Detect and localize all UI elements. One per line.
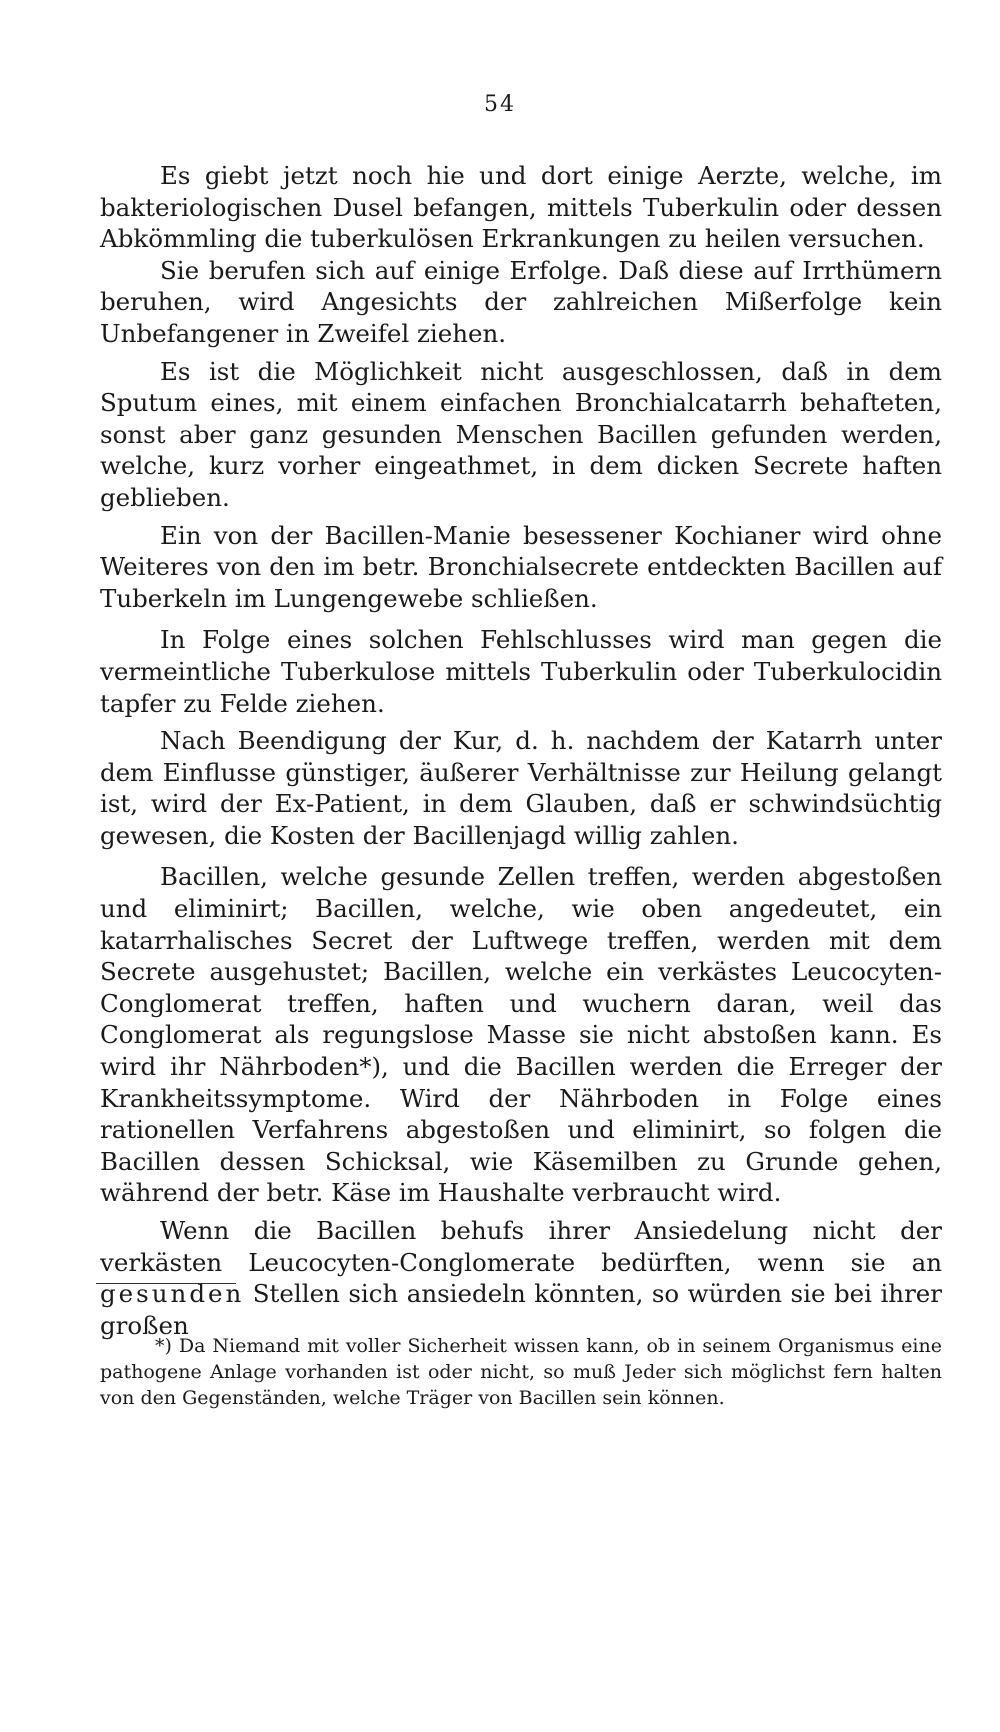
emphasis-word: gesunden [100, 1279, 245, 1309]
paragraph-1: Es giebt jetzt noch hie und dort einige Aerzte, welche, im bakteriologischen Dusel befangen, mittels Tuberkulin oder dessen Abkömmling die tuberkulösen Erkrankungen zu heilen versuchen. [100, 161, 942, 254]
paragraph-5: In Folge eines solchen Fehlschlusses wird man gegen die vermeintliche Tuberkulose mittels Tuberkulin oder Tuberkulocidin tapfer zu Felde ziehen. [100, 625, 942, 718]
paragraph-8-start: Wenn die Bacillen behufs ihrer Ansiedelung nicht der verkästen Leucocyten-Conglomerate bedürften, wenn sie an [100, 1216, 942, 1277]
paragraph-6: Nach Beendigung der Kur, d. h. nachdem der Katarrh unter dem Einflusse günstiger, äußerer Verhältnisse zur Heilung gelangt ist, wird der Ex-Patient, in dem Glauben, daß er schwindsüchtig gewesen, die Kosten der Bacillenjagd willig zahlen. [100, 726, 942, 850]
paragraph-2: Sie berufen sich auf einige Erfolge. Daß diese auf Irrthümern beruhen, wird Angesichts der zahlreichen Mißerfolge kein Unbefangener in Zweifel ziehen. [100, 255, 942, 348]
paragraph-8-end: Stellen sich ansiedeln könnten, so würden sie bei ihrer großen [100, 1279, 942, 1340]
body-text [100, 160, 942, 1341]
footnote-divider [96, 1283, 236, 1284]
paragraph-8 [100, 1215, 942, 1341]
paragraph-4: Ein von der Bacillen-Manie besessener Kochianer wird ohne Weiteres von den im betr. Bronchialsecrete entdeckten Bacillen auf Tuberkeln im Lungengewebe schließen. [100, 520, 942, 613]
footnote: *) Da Niemand mit voller Sicherheit wissen kann, ob in seinem Organismus eine pathogene Anlage vorhanden ist oder nicht, so muß Jeder sich möglichst fern halten von den Gegenständen, welche Träger von Bacillen sein können. [100, 1335, 942, 1409]
paragraph-7: Bacillen, welche gesunde Zellen treffen, werden abgestoßen und eliminirt; Bacillen, welche, wie oben angedeutet, ein katarrhalisches Secret der Luftwege treffen, werden mit dem Secrete ausgehustet; Bacillen, welche ein verkästes Leucocyten-Conglomerat treffen, haften und wuchern daran, weil das Conglomerat als regungslose Masse sie nicht abstoßen kann. Es wird ihr Nährboden*), und die Bacillen werden die Erreger der Krankheitssymptome. Wird der Nährboden in Folge eines rationellen Verfahrens abgestoßen und eliminirt, so folgen die Bacillen dessen Schicksal, wie Käsemilben zu Grunde gehen, während der betr. Käse im Haushalte verbraucht wird. [100, 862, 942, 1208]
page-number: 54 [484, 92, 516, 117]
paragraph-3: Es ist die Möglichkeit nicht ausgeschlossen, daß in dem Sputum eines, mit einem einfachen Bronchialcatarrh behafteten, sonst aber ganz gesunden Menschen Bacillen gefunden werden, welche, kurz vorher eingeathmet, in dem dicken Secrete haften geblieben. [100, 356, 942, 512]
